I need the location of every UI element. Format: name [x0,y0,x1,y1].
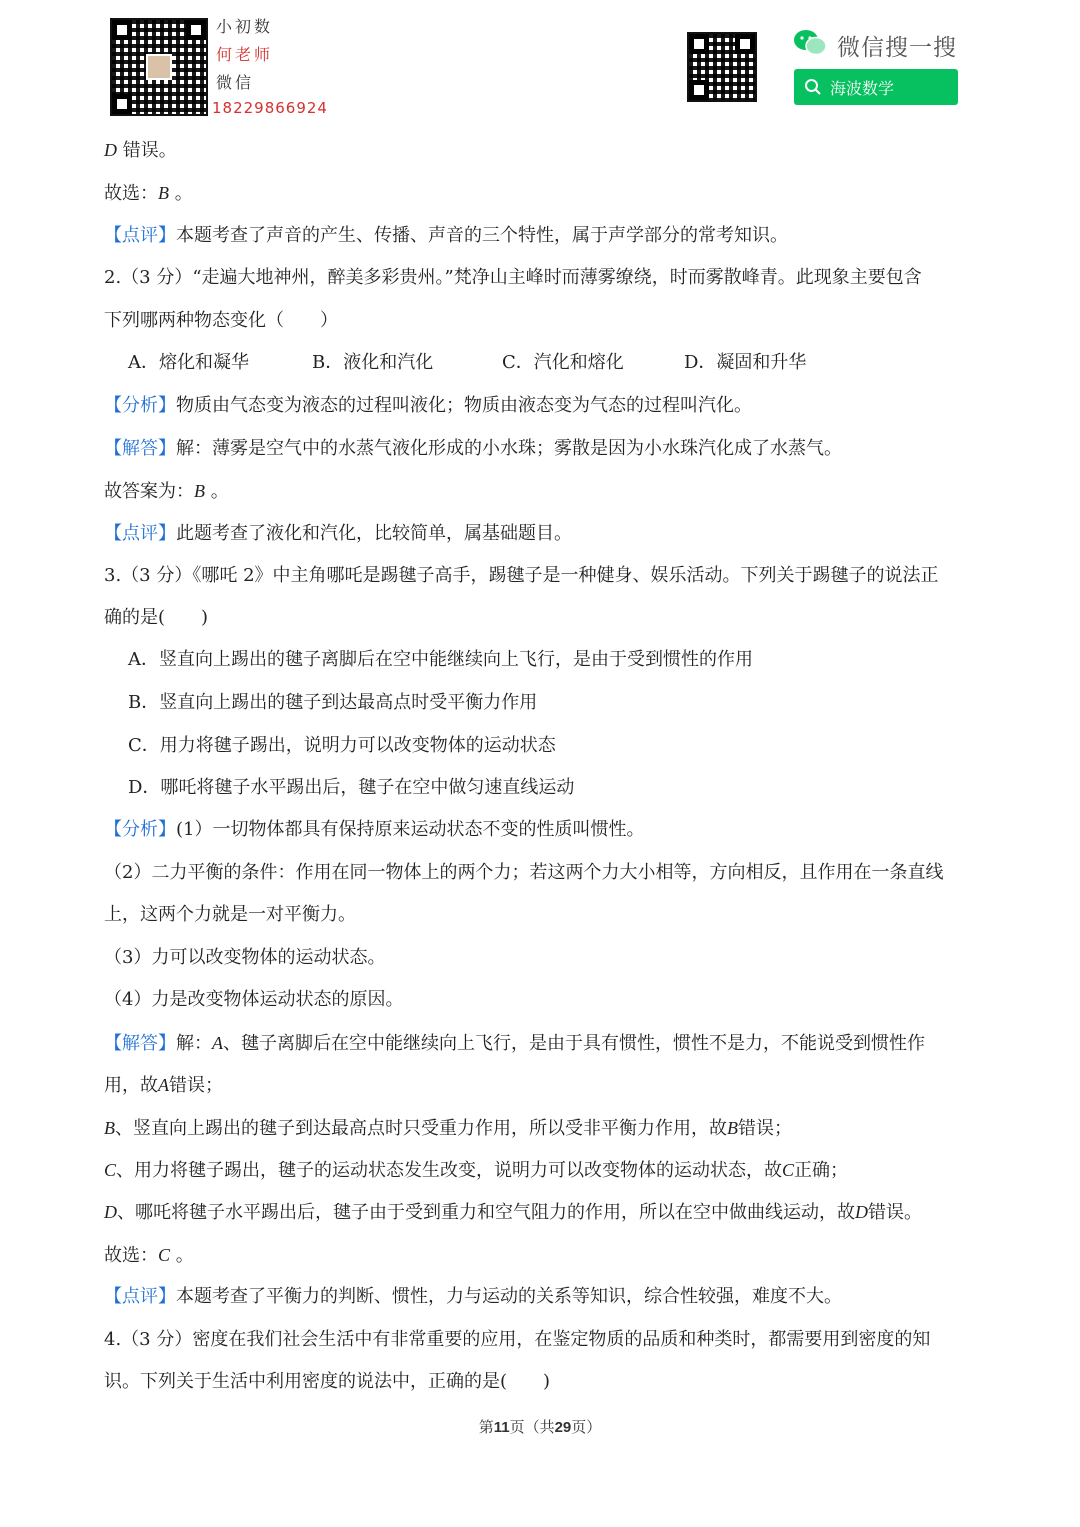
question-3-stem: 3.（3 分）《哪吒 2》中主角哪吒是踢毽子高手，踢毽子是一种健身、娱乐活动。下列关于踢毽子的说法正 [104,565,939,586]
teacher-qr-code [110,18,208,116]
text-line: 用，故A错误； [104,1075,223,1096]
text-line: （2）二力平衡的条件：作用在同一物体上的两个力；若这两个力大小相等，方向相反，且作用在一条直线 [104,862,944,883]
analysis-line: 【分析】物质由气态变为液态的过程叫液化；物质由液态变为气态的过程叫汽化。 [104,395,752,416]
question-3-stem-cont: 确的是( ) [104,607,209,628]
comment-tag: 【点评】 [104,1286,176,1307]
wechat-search-title: 微信搜一搜 [837,35,957,61]
question-2-option-a: A．熔化和凝华 [128,352,249,373]
page-number-footer: 第11页（共29页） [478,1418,602,1436]
question-3-option-a: A．竖直向上踢出的毽子离脚后在空中能继续向上飞行，是由于受到惯性的作用 [128,649,753,670]
question-3-option-d: D．哪吒将毽子水平踢出后，毽子在空中做匀速直线运动 [128,777,575,798]
text-line: C、用力将毽子踢出，毽子的运动状态发生改变，说明力可以改变物体的运动状态，故C正确； [104,1160,849,1181]
text-line: （4）力是改变物体运动状态的原因。 [104,989,404,1010]
answer-tag: 【解答】 [104,438,176,459]
comment-tag: 【点评】 [104,225,176,246]
text-line: 上，这两个力就是一对平衡力。 [104,904,356,925]
analysis-tag: 【分析】 [104,819,176,840]
question-2-stem-cont: 下列哪两种物态变化（ ） [104,310,338,331]
card-line-1: 小初数 [216,17,274,36]
text-line: （3）力可以改变物体的运动状态。 [104,947,386,968]
comment-tag: 【点评】 [104,523,176,544]
total-pages: 29 [554,1419,572,1436]
question-2-option-d: D．凝固和升华 [684,352,807,373]
text-line: 故选：B 。 [104,183,193,204]
analysis-line: 【分析】(1）一切物体都具有保持原来运动状态不变的性质叫惯性。 [104,819,645,840]
analysis-tag: 【分析】 [104,395,176,416]
text-line: B、竖直向上踢出的毽子到达最高点时只受重力作用，所以受非平衡力作用，故B错误； [104,1118,792,1139]
answer-line: 【解答】解：A、毽子离脚后在空中能继续向上飞行，是由于具有惯性，惯性不是力，不能说受到惯性作 [104,1033,925,1054]
text-line: 故答案为：B 。 [104,481,229,502]
question-4-stem: 4.（3 分）密度在我们社会生活中有非常重要的应用，在鉴定物质的品质和种类时，都需要用到密度的知 [104,1329,931,1350]
question-2-option-b: B．液化和汽化 [312,352,434,373]
text-line: 故选：C 。 [104,1245,194,1266]
question-4-stem-cont: 识。下列关于生活中利用密度的说法中，正确的是( ) [104,1371,551,1392]
text-line: D 错误。 [104,140,177,161]
question-3-option-b: B．竖直向上踢出的毽子到达最高点时受平衡力作用 [128,692,538,713]
question-2-stem: 2.（3 分）“走遍大地神州，醉美多彩贵州。”梵净山主峰时而薄雾缭绕，时而雾散峰青。此现象主要包含 [104,267,922,288]
question-2-option-c: C．汽化和熔化 [502,352,624,373]
card-line-3: 微信 [216,73,255,92]
search-icon [804,78,822,96]
wechat-search-box[interactable] [794,69,958,105]
wechat-logo-icon [793,28,827,58]
question-3-option-c: C．用力将毽子踢出，说明力可以改变物体的运动状态 [128,735,556,756]
comment-line: 【点评】本题考查了声音的产生、传播、声音的三个特性，属于声学部分的常考知识。 [104,225,788,246]
phone-number: 18229866924 [212,99,328,117]
answer-tag: 【解答】 [104,1033,176,1054]
comment-line: 【点评】此题考查了液化和汽化，比较简单，属基础题目。 [104,523,572,544]
avatar-image [146,54,172,80]
wechat-qr-code [687,32,757,102]
comment-line: 【点评】本题考查了平衡力的判断、惯性，力与运动的关系等知识，综合性较强，难度不大。 [104,1286,842,1307]
current-page: 11 [493,1419,510,1436]
wechat-search-text: 海波数学 [830,78,895,98]
card-line-2: 何老师 [216,45,274,64]
answer-line: 【解答】解：薄雾是空气中的水蒸气液化形成的小水珠；雾散是因为小水珠汽化成了水蒸气。 [104,438,842,459]
text-line: D、哪吒将毽子水平踢出后，毽子由于受到重力和空气阻力的作用，所以在空中做曲线运动，故D错误。 [104,1202,922,1223]
